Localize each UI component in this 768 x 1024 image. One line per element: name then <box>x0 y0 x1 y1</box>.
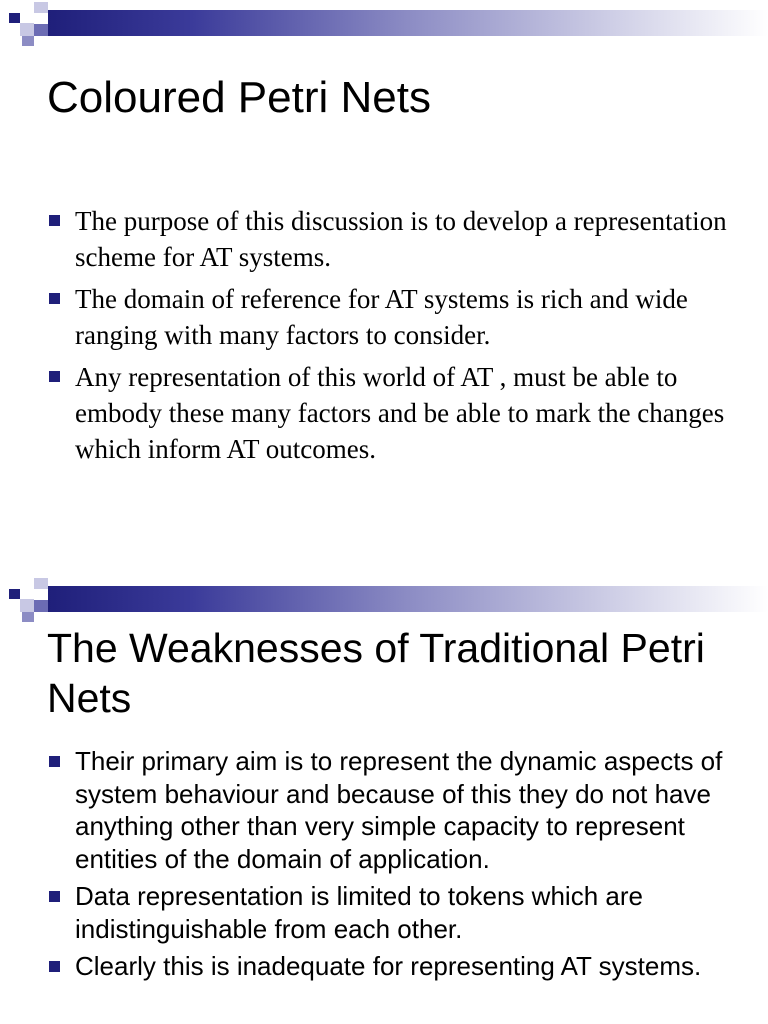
square-bullet-icon <box>49 756 60 767</box>
square-bullet-icon <box>49 891 60 902</box>
slide-header-bar <box>48 586 768 612</box>
header-square-decoration <box>9 13 20 23</box>
bullet-list <box>47 203 737 473</box>
header-square-decoration <box>34 600 48 612</box>
bullet-item <box>47 880 737 945</box>
slide-weaknesses-petri-nets <box>0 576 768 1024</box>
bullet-text: Data representation is limited to tokens which are indistinguishable from each other. <box>75 881 643 944</box>
bullet-text: Their primary aim is to represent the dynamic aspects of system behaviour and because of this they do not have anything other than very simple capacity to represent entities of the domain of application. <box>75 746 723 874</box>
square-bullet-icon <box>49 371 60 382</box>
bullet-text: Clearly this is inadequate for representing AT systems. <box>75 951 702 981</box>
square-bullet-icon <box>49 961 60 972</box>
slide-header-bar <box>48 10 768 36</box>
slide-title: Coloured Petri Nets <box>47 73 431 122</box>
bullet-list <box>47 745 737 988</box>
bullet-text: The purpose of this discussion is to develop a representation scheme for AT systems. <box>75 206 727 272</box>
bullet-item <box>47 203 737 275</box>
header-square-decoration <box>22 36 34 46</box>
header-square-decoration <box>22 612 34 622</box>
square-bullet-icon <box>49 293 60 304</box>
square-bullet-icon <box>49 215 60 226</box>
bullet-item <box>47 950 737 983</box>
bullet-text: The domain of reference for AT systems is rich and wide ranging with many factors to consider. <box>75 284 688 350</box>
header-square-decoration <box>34 578 48 589</box>
header-square-decoration <box>20 23 34 36</box>
bullet-item <box>47 359 737 467</box>
header-square-decoration <box>9 589 20 599</box>
header-square-decoration <box>34 24 48 36</box>
header-square-decoration <box>34 2 48 13</box>
slide-title: The Weaknesses of Traditional Petri Nets <box>47 625 705 721</box>
bullet-item <box>47 745 737 875</box>
header-square-decoration <box>20 599 34 612</box>
bullet-item <box>47 281 737 353</box>
bullet-text: Any representation of this world of AT , must be able to embody these many factors and be able to mark the changes which inform AT outcomes. <box>75 362 725 464</box>
